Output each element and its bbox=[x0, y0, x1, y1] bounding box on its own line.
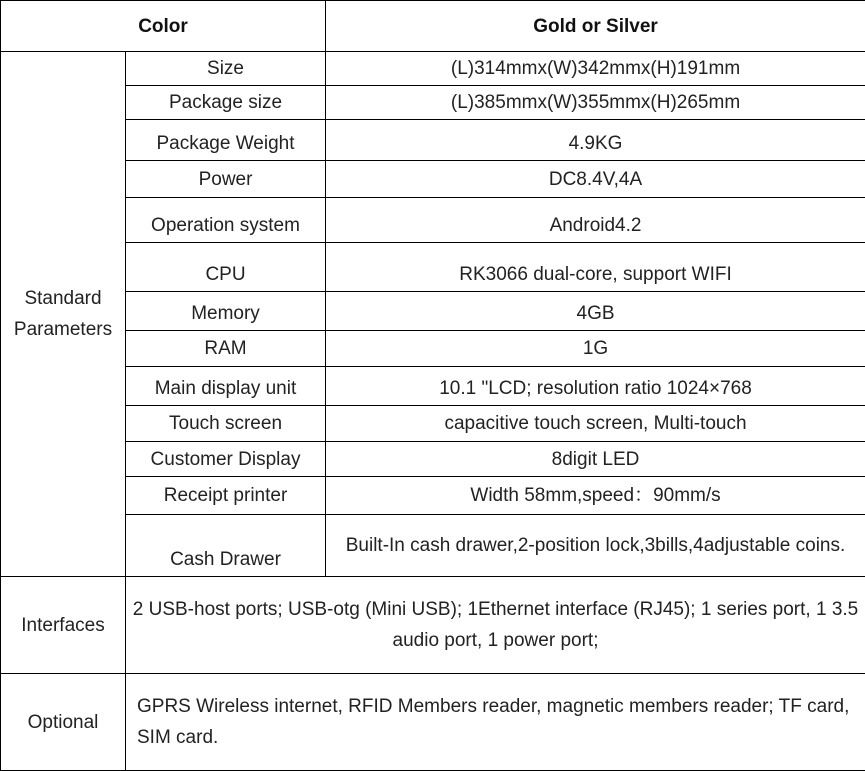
header-label: Color bbox=[1, 1, 326, 52]
param-name: Cash Drawer bbox=[126, 515, 326, 577]
table-row bbox=[1, 161, 865, 198]
optional-value: GPRS Wireless internet, RFID Members reader, magnetic members reader; TF card, SIM card. bbox=[126, 674, 865, 771]
param-value: 8digit LED bbox=[326, 442, 865, 477]
param-name: Package Weight bbox=[126, 120, 326, 161]
table-row bbox=[1, 52, 865, 86]
optional-label: Optional bbox=[1, 674, 126, 771]
param-name: Size bbox=[126, 52, 326, 86]
param-value: (L)385mmx(W)355mmx(H)265mm bbox=[326, 86, 865, 120]
param-value: DC8.4V,4A bbox=[326, 161, 865, 198]
param-name: Operation system bbox=[126, 198, 326, 243]
table-row bbox=[1, 515, 865, 577]
optional-row bbox=[1, 674, 865, 771]
param-value: (L)314mmx(W)342mmx(H)191mm bbox=[326, 52, 865, 86]
table-row bbox=[1, 86, 865, 120]
table-row bbox=[1, 198, 865, 243]
table-row bbox=[1, 367, 865, 406]
param-value: 4.9KG bbox=[326, 120, 865, 161]
param-name: Receipt printer bbox=[126, 477, 326, 515]
table-row bbox=[1, 477, 865, 515]
table-row bbox=[1, 406, 865, 442]
param-name: Power bbox=[126, 161, 326, 198]
interfaces-value: 2 USB-host ports; USB-otg (Mini USB); 1Ethernet interface (RJ45); 1 series port, 1 3.5 audio port, 1 power port; bbox=[126, 577, 865, 674]
param-name: Customer Display bbox=[126, 442, 326, 477]
param-name: Memory bbox=[126, 292, 326, 331]
param-name: Touch screen bbox=[126, 406, 326, 442]
param-name: Package size bbox=[126, 86, 326, 120]
table-row bbox=[1, 292, 865, 331]
header-value: Gold or Silver bbox=[326, 1, 865, 52]
interfaces-label: Interfaces bbox=[1, 577, 126, 674]
param-value: 4GB bbox=[326, 292, 865, 331]
interfaces-row bbox=[1, 577, 865, 674]
param-value: 10.1 "LCD; resolution ratio 1024×768 bbox=[326, 367, 865, 406]
header-row bbox=[1, 1, 865, 52]
standard-label-line2: Parameters bbox=[14, 319, 112, 340]
table-row bbox=[1, 120, 865, 161]
table-row bbox=[1, 243, 865, 292]
standard-parameters-label bbox=[1, 52, 126, 577]
param-value: Android4.2 bbox=[326, 198, 865, 243]
param-name: Main display unit bbox=[126, 367, 326, 406]
table-row bbox=[1, 442, 865, 477]
standard-label-line1: Standard bbox=[24, 288, 101, 309]
param-value: Built-In cash drawer,2-position lock,3bills,4adjustable coins. bbox=[326, 515, 865, 577]
param-value: capacitive touch screen, Multi-touch bbox=[326, 406, 865, 442]
param-value: 1G bbox=[326, 331, 865, 367]
param-name: CPU bbox=[126, 243, 326, 292]
param-name: RAM bbox=[126, 331, 326, 367]
param-value: Width 58mm,speed：90mm/s bbox=[326, 477, 865, 515]
table-row bbox=[1, 331, 865, 367]
param-value: RK3066 dual-core, support WIFI bbox=[326, 243, 865, 292]
